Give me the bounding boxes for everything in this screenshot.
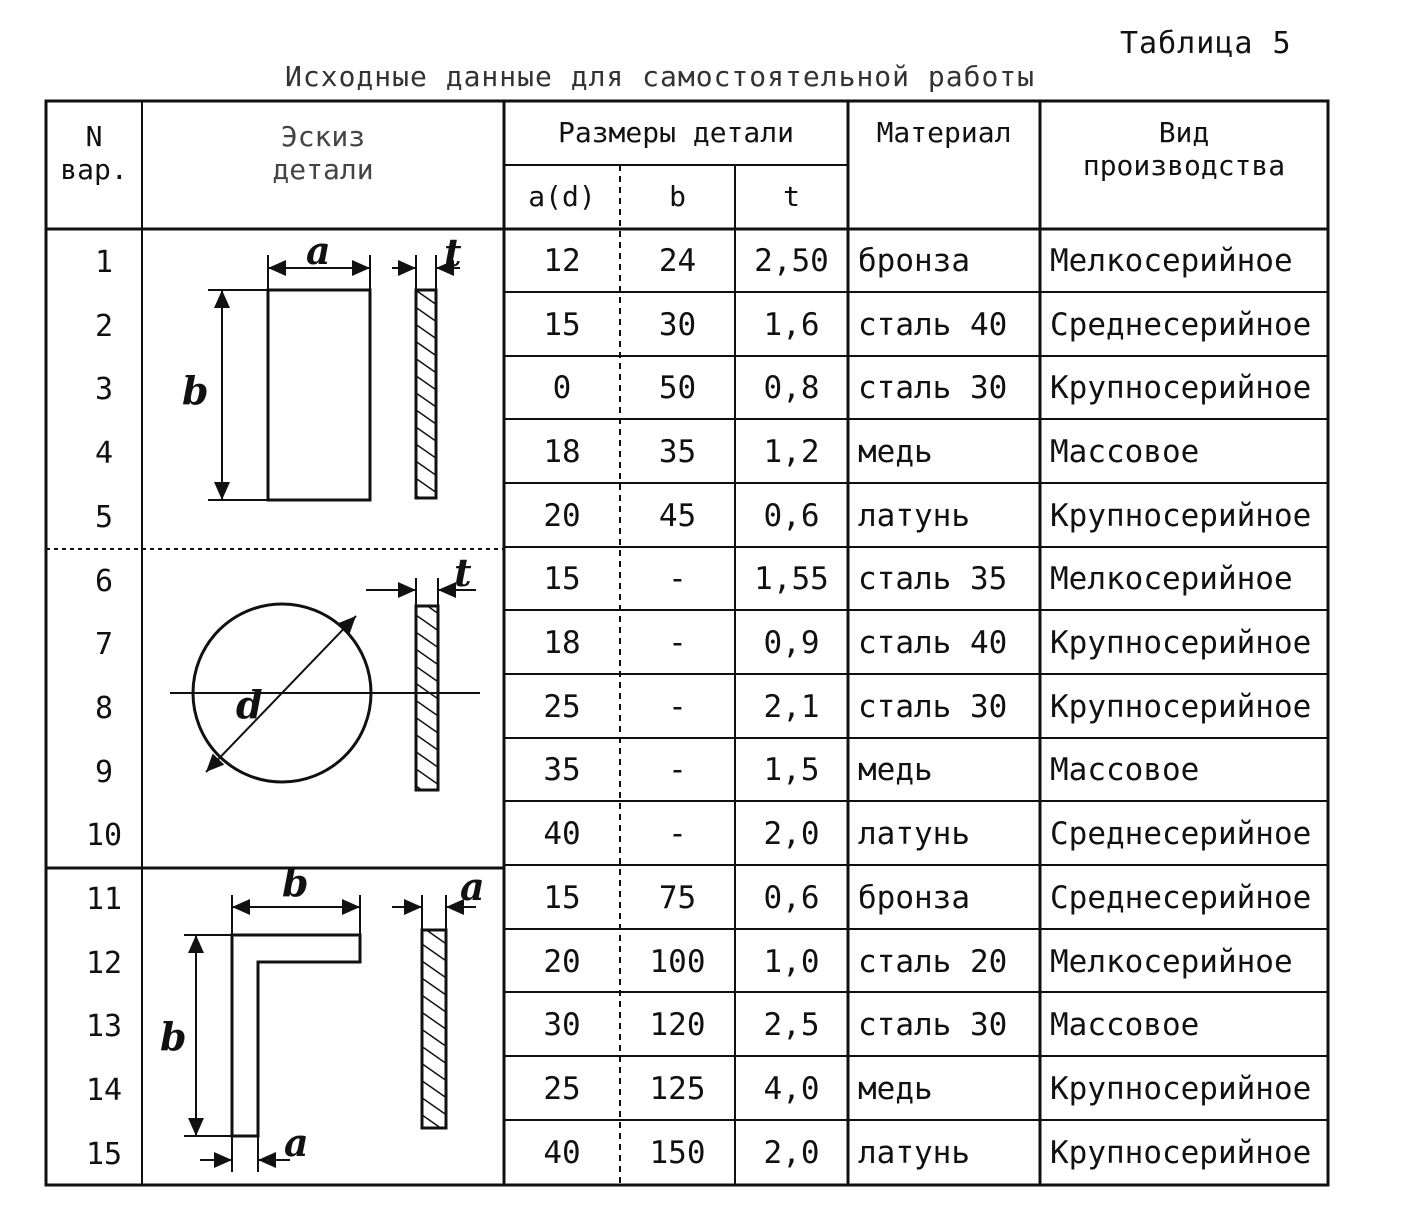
- circle-label-d: d: [236, 682, 263, 727]
- cell-a: 18: [543, 625, 581, 662]
- angle-label-a-bottom: a: [284, 1120, 309, 1165]
- cell-t: 4,0: [763, 1070, 820, 1107]
- cell-production: Крупносерийное: [1050, 370, 1312, 407]
- header-sketch-line2: детали: [272, 153, 374, 186]
- cell-t: 2,0: [763, 816, 820, 853]
- cell-material: сталь 35: [858, 561, 1008, 598]
- angle-label-b-top: b: [282, 860, 309, 905]
- cell-material: сталь 40: [858, 306, 1008, 343]
- header-variant-line2: вар.: [60, 153, 128, 186]
- cell-t: 0,6: [763, 497, 820, 534]
- cell-production: Среднесерийное: [1050, 816, 1312, 853]
- cell-t: 2,0: [763, 1134, 820, 1171]
- header-sketch: [142, 120, 504, 186]
- cell-a: 25: [543, 1070, 581, 1107]
- table-number-label: Таблица 5: [1120, 26, 1292, 61]
- circle-label-t: t: [454, 550, 472, 595]
- cell-production: Массовое: [1050, 433, 1200, 470]
- variant-number: 9: [94, 754, 114, 790]
- sketch-rectangular-plate: [208, 255, 460, 500]
- cell-t: 1,6: [763, 306, 820, 343]
- cell-material: латунь: [858, 497, 970, 534]
- header-variant: [46, 120, 142, 186]
- cell-material: латунь: [858, 816, 970, 853]
- cell-a: 15: [543, 306, 581, 343]
- cell-b: 120: [649, 1007, 706, 1044]
- cell-b: 150: [649, 1134, 706, 1171]
- cell-a: 40: [543, 1134, 581, 1171]
- sketch-angle-profile: [184, 895, 476, 1172]
- variant-number: 7: [94, 627, 114, 663]
- cell-b: -: [668, 816, 687, 853]
- header-dimensions: Размеры детали: [557, 116, 794, 149]
- rect-label-t: t: [444, 230, 462, 275]
- variant-number: 1: [94, 245, 114, 280]
- variant-number: 2: [94, 308, 114, 344]
- cell-production: Крупносерийное: [1050, 1070, 1312, 1107]
- cell-a: 20: [543, 943, 581, 980]
- angle-label-a-section: a: [460, 864, 485, 909]
- variant-number: 5: [94, 499, 114, 535]
- header-material: Материал: [876, 116, 1012, 149]
- cell-t: 1,2: [763, 433, 820, 470]
- header-production-line1: Вид: [1158, 116, 1210, 149]
- header-production: [1040, 116, 1328, 182]
- cell-material: сталь 30: [858, 370, 1008, 407]
- cell-b: 75: [658, 879, 697, 916]
- variant-number: 4: [94, 436, 114, 472]
- rect-label-b: b: [182, 368, 209, 413]
- cell-material: медь: [858, 433, 933, 470]
- cell-material: медь: [858, 1070, 933, 1107]
- header-sketch-line1: Эскиз: [280, 120, 366, 153]
- cell-material: бронза: [858, 242, 970, 279]
- variant-number: 15: [85, 1136, 123, 1172]
- cell-t: 0,6: [763, 879, 820, 916]
- cell-production: Среднесерийное: [1050, 879, 1312, 916]
- cell-t: 2,5: [763, 1007, 820, 1044]
- cell-b: -: [668, 561, 687, 598]
- cell-t: 1,55: [754, 561, 829, 598]
- cell-production: Крупносерийное: [1050, 688, 1312, 725]
- header-dim-b: b: [669, 180, 686, 213]
- cell-a: 20: [543, 497, 581, 534]
- cell-b: 24: [658, 242, 697, 279]
- cell-material: сталь 40: [858, 625, 1008, 662]
- header-dim-a: a(d): [528, 180, 596, 213]
- cell-b: 125: [649, 1070, 706, 1107]
- cell-material: сталь 30: [858, 1007, 1008, 1044]
- cell-production: Крупносерийное: [1050, 625, 1312, 662]
- rect-label-a: a: [306, 228, 331, 273]
- cell-production: Крупносерийное: [1050, 1134, 1312, 1171]
- cell-a: 15: [543, 879, 581, 916]
- cell-a: 35: [543, 752, 581, 789]
- cell-t: 1,5: [763, 752, 820, 789]
- cell-a: 30: [543, 1007, 581, 1044]
- variant-number: 14: [85, 1073, 123, 1109]
- cell-b: 50: [658, 370, 697, 407]
- variant-number: 13: [85, 1009, 123, 1045]
- cell-production: Крупносерийное: [1050, 497, 1312, 534]
- cell-a: 18: [543, 433, 581, 470]
- cell-a: 40: [543, 816, 581, 853]
- cell-material: латунь: [858, 1134, 970, 1171]
- variant-number: 12: [85, 945, 123, 981]
- cell-b: 30: [658, 306, 697, 343]
- angle-label-b-side: b: [160, 1014, 187, 1059]
- cell-t: 0,9: [763, 625, 820, 662]
- cell-b: -: [668, 625, 687, 662]
- cell-material: сталь 30: [858, 688, 1008, 725]
- variant-number: 8: [94, 690, 114, 726]
- cell-t: 0,8: [763, 370, 820, 407]
- cell-production: Мелкосерийное: [1050, 561, 1293, 598]
- cell-a: 25: [543, 688, 581, 725]
- sketch-disc: [170, 578, 480, 790]
- variant-number: 11: [85, 882, 123, 917]
- variant-number: 3: [94, 372, 114, 408]
- variant-number: 6: [94, 563, 114, 599]
- cell-a: 0: [552, 370, 572, 407]
- cell-material: сталь 20: [858, 943, 1008, 980]
- header-dim-t: t: [783, 180, 800, 213]
- cell-a: 12: [543, 242, 581, 279]
- variant-number: 10: [85, 818, 123, 854]
- cell-b: 45: [658, 497, 697, 534]
- header-production-line2: производства: [1082, 149, 1286, 182]
- cell-b: 100: [649, 943, 706, 980]
- cell-t: 1,0: [763, 943, 820, 980]
- cell-production: Мелкосерийное: [1050, 242, 1293, 279]
- cell-material: медь: [858, 752, 933, 789]
- cell-a: 15: [543, 561, 581, 598]
- cell-production: Массовое: [1050, 752, 1200, 789]
- cell-t: 2,1: [763, 688, 820, 725]
- cell-b: -: [668, 688, 687, 725]
- cell-t: 2,50: [754, 242, 829, 279]
- cell-b: -: [668, 752, 687, 789]
- cell-production: Массовое: [1050, 1007, 1200, 1044]
- header-variant-line1: N: [85, 120, 103, 153]
- cell-b: 35: [658, 433, 697, 470]
- table-caption: Исходные данные для самостоятельной работы: [285, 60, 1036, 93]
- cell-production: Среднесерийное: [1050, 306, 1312, 343]
- cell-production: Мелкосерийное: [1050, 943, 1293, 980]
- cell-material: бронза: [858, 879, 970, 916]
